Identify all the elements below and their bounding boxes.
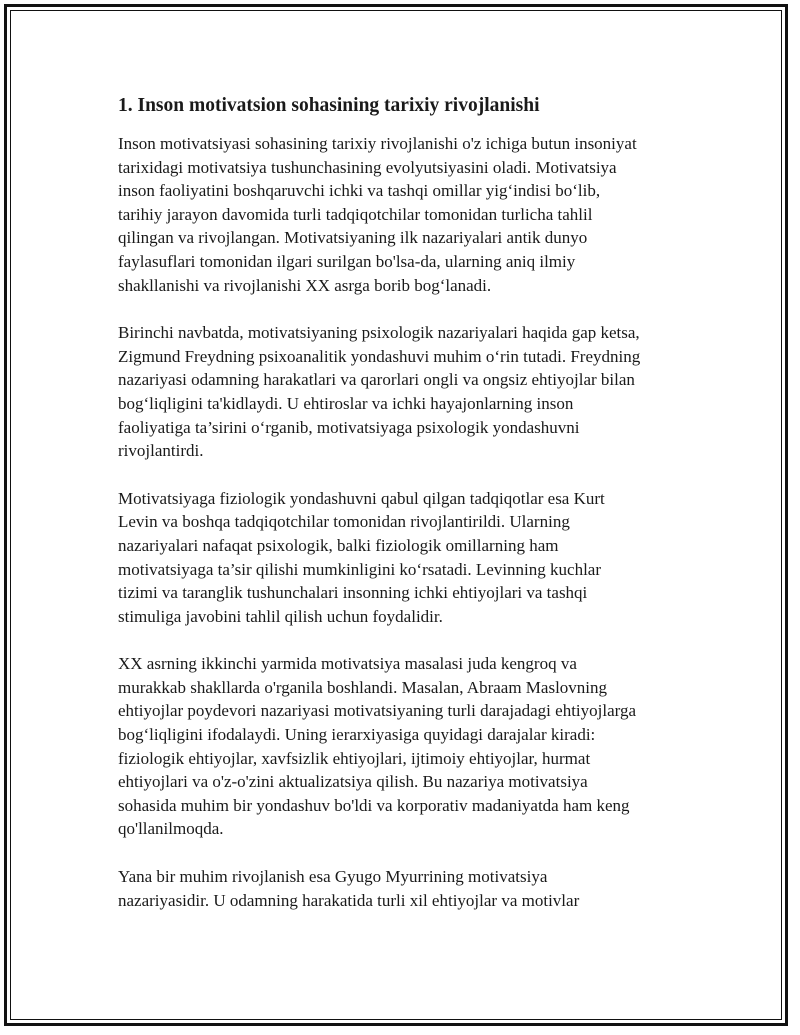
- text-line: bog‘liqligini ta'kidlaydi. U ehtiroslar va ichki hayajonlarning inson: [118, 393, 574, 413]
- text-line: Birinchi navbatda, motivatsiyaning psixologik nazariyalari haqida gap ketsa,: [118, 323, 640, 343]
- document-body: [118, 94, 698, 936]
- text-line: nazariyalari nafaqat psixologik, balki fiziologik omillarning ham: [118, 535, 559, 555]
- text-line: qo'llanilmoqda.: [118, 819, 224, 839]
- paragraph-4: [118, 652, 698, 841]
- text-line: motivatsiyaga ta’sir qilishi mumkinligini ko‘rsatadi. Levinning kuchlar: [118, 559, 602, 579]
- section-heading: 1. Inson motivatsion sohasining tarixiy rivojlanishi: [118, 95, 540, 116]
- text-line: XX asrning ikkinchi yarmida motivatsiya masalasi juda kengroq va: [118, 654, 577, 674]
- text-line: Motivatsiyaga fiziologik yondashuvni qabul qilgan tadqiqotlar esa Kurt: [118, 488, 605, 508]
- text-line: sohasida muhim bir yondashuv bo'ldi va korporativ madaniyatda ham keng: [118, 795, 630, 815]
- text-line: nazariyasi odamning harakatlari va qarorlari ongli va ongsiz ehtiyojlar bilan: [118, 370, 635, 390]
- paragraph-2: [118, 321, 698, 463]
- paragraph-5: [118, 865, 698, 912]
- text-line: stimuliga javobini tahlil qilish uchun foydalidir.: [118, 606, 443, 626]
- text-line: faylasuflari tomonidan ilgari surilgan bo'lsa-da, ularning aniq ilmiy: [118, 251, 576, 271]
- text-line: Levin va boshqa tadqiqotchilar tomonidan rivojlantirildi. Ularning: [118, 512, 570, 532]
- text-line: inson faoliyatini boshqaruvchi ichki va tashqi omillar yig‘indisi bo‘lib,: [118, 181, 601, 201]
- text-line: tarixidagi motivatsiya tushunchasining evolyutsiyasini oladi. Motivatsiya: [118, 157, 617, 177]
- text-line: bog‘liqligini ifodalaydi. Uning ierarxiyasiga quyidagi darajalar kiradi:: [118, 725, 596, 745]
- paragraph-3: [118, 487, 698, 629]
- text-line: fiziologik ehtiyojlar, xavfsizlik ehtiyojlari, ijtimoiy ehtiyojlar, hurmat: [118, 748, 591, 768]
- text-line: tizimi va taranglik tushunchalari insonning ichki ehtiyojlari va tashqi: [118, 583, 588, 603]
- text-line: faoliyatiga ta’sirini o‘rganib, motivatsiyaga psixologik yondashuvni: [118, 417, 580, 437]
- text-line: Zigmund Freydning psixoanalitik yondashuvi muhim o‘rin tutadi. Freydning: [118, 346, 641, 366]
- text-line: qilingan va rivojlangan. Motivatsiyaning ilk nazariyalari antik dunyo: [118, 228, 588, 248]
- text-line: ehtiyojlari va o'z-o'zini aktualizatsiya qilish. Bu nazariya motivatsiya: [118, 772, 588, 792]
- text-line: Yana bir muhim rivojlanish esa Gyugo Myurrining motivatsiya: [118, 867, 548, 887]
- text-line: Inson motivatsiyasi sohasining tarixiy rivojlanishi o'z ichiga butun insoniyat: [118, 134, 637, 153]
- text-line: murakkab shakllarda o'rganila boshlandi. Masalan, Abraam Maslovning: [118, 677, 608, 697]
- text-line: shakllanishi va rivojlanishi XX asrga borib bog‘lanadi.: [118, 275, 492, 295]
- paragraph-1: [118, 132, 698, 297]
- text-line: ehtiyojlar poydevori nazariyasi motivatsiyaning turli darajadagi ehtiyojlarga: [118, 701, 637, 721]
- text-line: nazariyasidir. U odamning harakatida turli xil ehtiyojlar va motivlar: [118, 890, 580, 910]
- text-line: tarihiy jarayon davomida turli tadqiqotchilar tomonidan turlicha tahlil: [118, 204, 593, 224]
- text-line: rivojlantirdi.: [118, 441, 204, 461]
